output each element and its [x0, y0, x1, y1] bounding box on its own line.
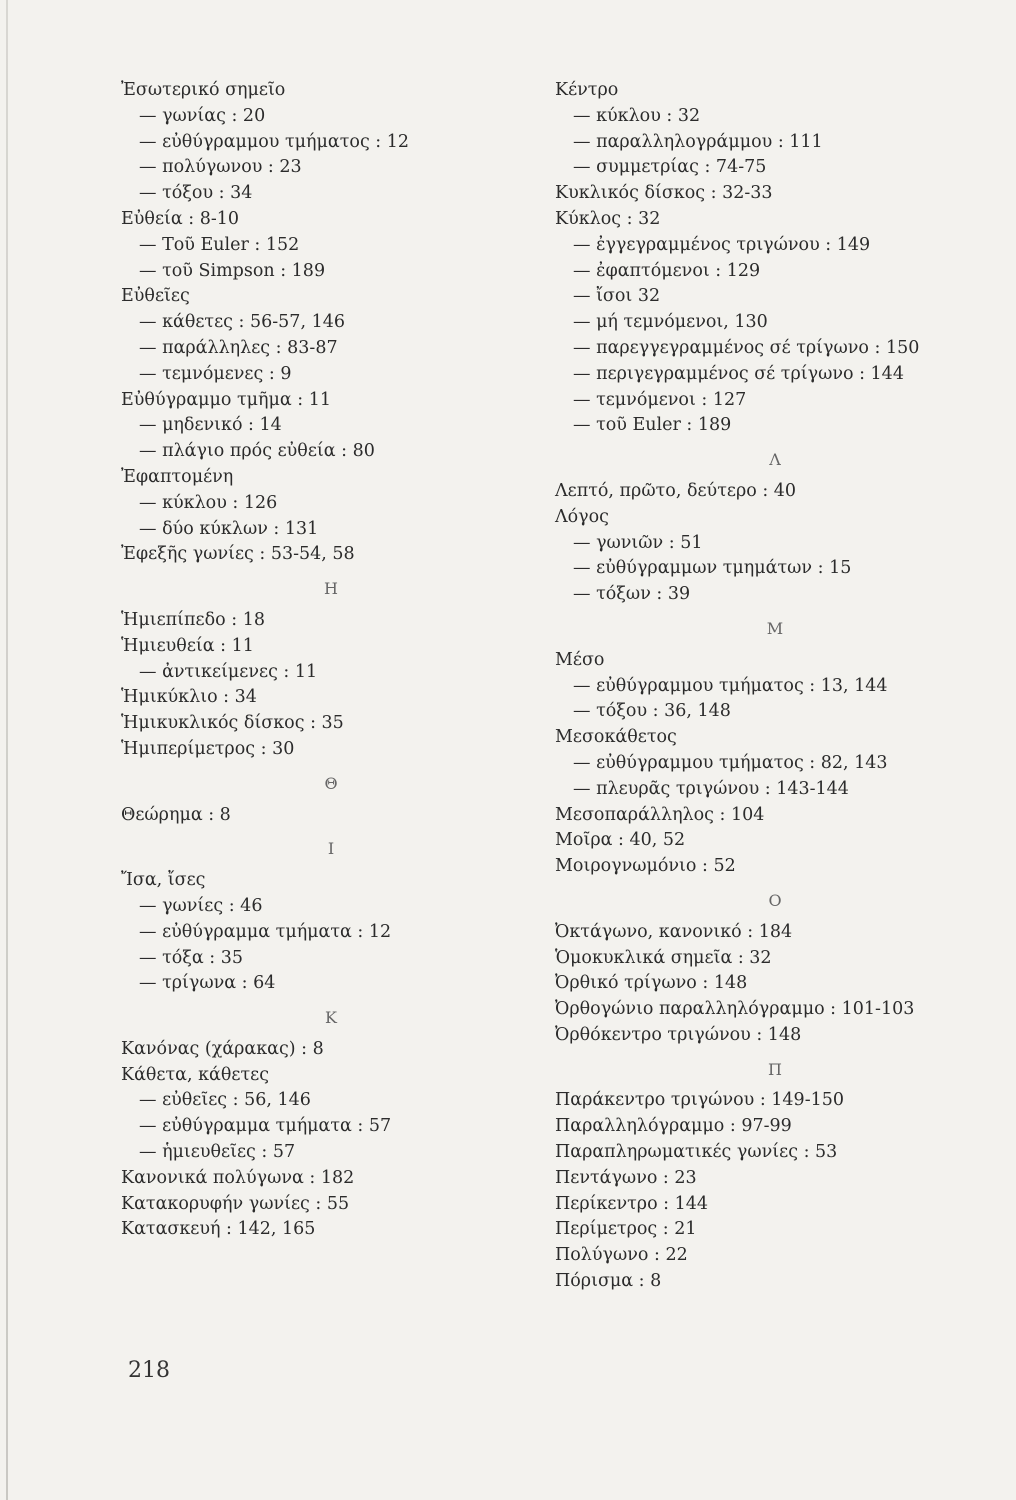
index-subentry: — γωνιῶν : 51 — [573, 532, 703, 553]
index-subentry: — ἐφαπτόμενοι : 129 — [573, 260, 761, 281]
index-subentry: — κύκλου : 32 — [573, 105, 701, 126]
index-subentry: — Τοῦ Euler : 152 — [139, 234, 300, 255]
index-entry: Ἐσωτερικό σημεῖο — [121, 80, 286, 100]
index-subentry: — συμμετρίας : 74-75 — [573, 157, 767, 178]
index-entry: Κατακορυφήν γωνίες : 55 — [121, 1193, 350, 1214]
index-entry: Μέσο — [555, 649, 605, 670]
index-entry: Ὀρθόκεντρο τριγώνου : 148 — [555, 1024, 802, 1045]
index-subentry: — εὐθύγραμμων τμημάτων : 15 — [573, 558, 852, 579]
index-subentry: — μή τεμνόμενοι, 130 — [573, 312, 768, 333]
index-entry: Πεντάγωνο : 23 — [555, 1167, 697, 1188]
index-entry: Εὐθεῖες — [121, 286, 190, 307]
index-entry: Παράκεντρο τριγώνου : 149-150 — [555, 1090, 845, 1111]
index-subentry: — εὐθύγραμμου τμήματος : 82, 143 — [573, 752, 888, 773]
index-entry: Μεσοκάθετος — [555, 727, 677, 748]
index-entry: Πολύγωνο : 22 — [555, 1245, 688, 1266]
index-entry: Θεώρημα : 8 — [121, 804, 231, 825]
index-entry: Πόρισμα : 8 — [555, 1271, 662, 1292]
index-subentry: — πλάγιο πρός εὐθεία : 80 — [139, 441, 375, 462]
index-subentry: — παράλληλες : 83-87 — [139, 337, 338, 358]
index-entry: Κάθετα, κάθετες — [121, 1064, 270, 1085]
index-entry: Μεσοπαράλληλος : 104 — [555, 804, 765, 825]
index-entry: Κύκλος : 32 — [555, 208, 661, 229]
index-subentry: — ἴσοι 32 — [573, 286, 661, 307]
index-entry: Ἐφαπτομένη — [121, 466, 234, 487]
index-subentry: — δύο κύκλων : 131 — [139, 518, 319, 539]
index-entry: Ἡμικυκλικός δίσκος : 35 — [121, 713, 344, 734]
index-subentry: — τεμνόμενοι : 127 — [573, 389, 747, 410]
index-subentry: — ἡμιευθεῖες : 57 — [139, 1142, 296, 1163]
index-subentry: — περιγεγραμμένος σέ τρίγωνο : 144 — [573, 363, 904, 384]
index-subentry: — τόξου : 34 — [139, 183, 253, 204]
index-entry: Κανόνας (χάρακας) : 8 — [121, 1038, 324, 1059]
section-letter: Η — [324, 579, 338, 599]
index-subentry: — γωνίας : 20 — [139, 105, 266, 126]
index-entry: Ἡμιευθεία : 11 — [121, 635, 254, 656]
section-letter: Θ — [324, 773, 338, 793]
index-entry: Εὐθύγραμμο τμῆμα : 11 — [121, 389, 332, 410]
section-letter: Ο — [768, 890, 782, 910]
index-entry: Λόγος — [555, 506, 609, 527]
index-entry: Ἡμικύκλιο : 34 — [121, 687, 257, 708]
index-subentry: — εὐθύγραμμα τμήματα : 57 — [139, 1116, 392, 1137]
index-entry: Περίμετρος : 21 — [555, 1219, 697, 1240]
index-entry: Μοιρογνωμόνιο : 52 — [555, 856, 736, 877]
index-subentry: — τόξου : 36, 148 — [573, 701, 731, 722]
page-edge — [6, 0, 8, 1500]
index-column-right — [555, 78, 995, 1295]
index-entry: Εὐθεία : 8-10 — [121, 208, 240, 229]
index-subentry: — τοῦ Simpson : 189 — [139, 260, 326, 281]
index-entry: Περίκεντρο : 144 — [555, 1193, 709, 1214]
index-entry: Μοῖρα : 40, 52 — [555, 830, 686, 851]
index-subentry: — πλευρᾶς τριγώνου : 143-144 — [573, 778, 849, 799]
index-subentry: — μηδενικό : 14 — [139, 415, 282, 436]
index-entry: Ὁμοκυκλικά σημεῖα : 32 — [555, 947, 772, 968]
index-subentry: — ἐγγεγραμμένος τριγώνου : 149 — [573, 234, 871, 255]
index-entry: Ἡμιεπίπεδο : 18 — [121, 609, 265, 630]
index-subentry: — εὐθύγραμμου τμήματος : 13, 144 — [573, 675, 888, 696]
index-subentry: — ἀντικείμενες : 11 — [139, 661, 318, 682]
index-subentry: — τεμνόμενες : 9 — [139, 363, 292, 384]
section-letter: Μ — [766, 618, 784, 638]
index-entry: Ἴσα, ἴσες — [121, 870, 206, 891]
index-entry: Ὀρθογώνιο παραλληλόγραμμο : 101-103 — [555, 999, 915, 1020]
section-letter: Π — [768, 1059, 782, 1079]
section-letter: Ι — [327, 839, 335, 859]
index-entry: Ἡμιπερίμετρος : 30 — [121, 738, 295, 759]
index-subentry: — τόξα : 35 — [139, 947, 244, 968]
index-entry: Ἐφεξῆς γωνίες : 53-54, 58 — [121, 544, 355, 565]
index-subentry: — παραλληλογράμμου : 111 — [573, 131, 823, 152]
index-subentry: — κάθετες : 56-57, 146 — [139, 312, 345, 333]
index-entry: Κατασκευή : 142, 165 — [121, 1219, 316, 1240]
page-number: 218 — [128, 1358, 170, 1383]
index-entry: Παραλληλόγραμμο : 97-99 — [555, 1116, 792, 1137]
index-subentry: — τρίγωνα : 64 — [139, 973, 276, 994]
index-entry: Κυκλικός δίσκος : 32-33 — [555, 183, 773, 204]
index-entry: Ὀκτάγωνο, κανονικό : 184 — [555, 921, 793, 942]
section-letter: Κ — [325, 1008, 337, 1028]
index-subentry: — τοῦ Euler : 189 — [573, 415, 732, 436]
section-letter: Λ — [769, 450, 781, 470]
index-entry: Ὀρθικό τρίγωνο : 148 — [555, 973, 748, 994]
index-entry: Κανονικά πολύγωνα : 182 — [121, 1167, 355, 1188]
index-subentry: — γωνίες : 46 — [139, 895, 263, 916]
index-subentry: — παρεγγεγραμμένος σέ τρίγωνο : 150 — [573, 337, 920, 358]
index-entry: Κέντρο — [555, 80, 619, 100]
index-subentry: — πολύγωνου : 23 — [139, 157, 302, 178]
index-entry: Παραπληρωματικές γωνίες : 53 — [555, 1142, 838, 1163]
index-entry: Λεπτό, πρῶτο, δεύτερο : 40 — [555, 480, 797, 501]
index-subentry: — εὐθύγραμμα τμήματα : 12 — [139, 921, 392, 942]
index-subentry: — εὐθεῖες : 56, 146 — [139, 1090, 311, 1111]
index-subentry: — τόξων : 39 — [573, 584, 691, 605]
index-column-left — [121, 78, 541, 1243]
index-subentry: — εὐθύγραμμου τμήματος : 12 — [139, 131, 410, 152]
index-subentry: — κύκλου : 126 — [139, 492, 278, 513]
